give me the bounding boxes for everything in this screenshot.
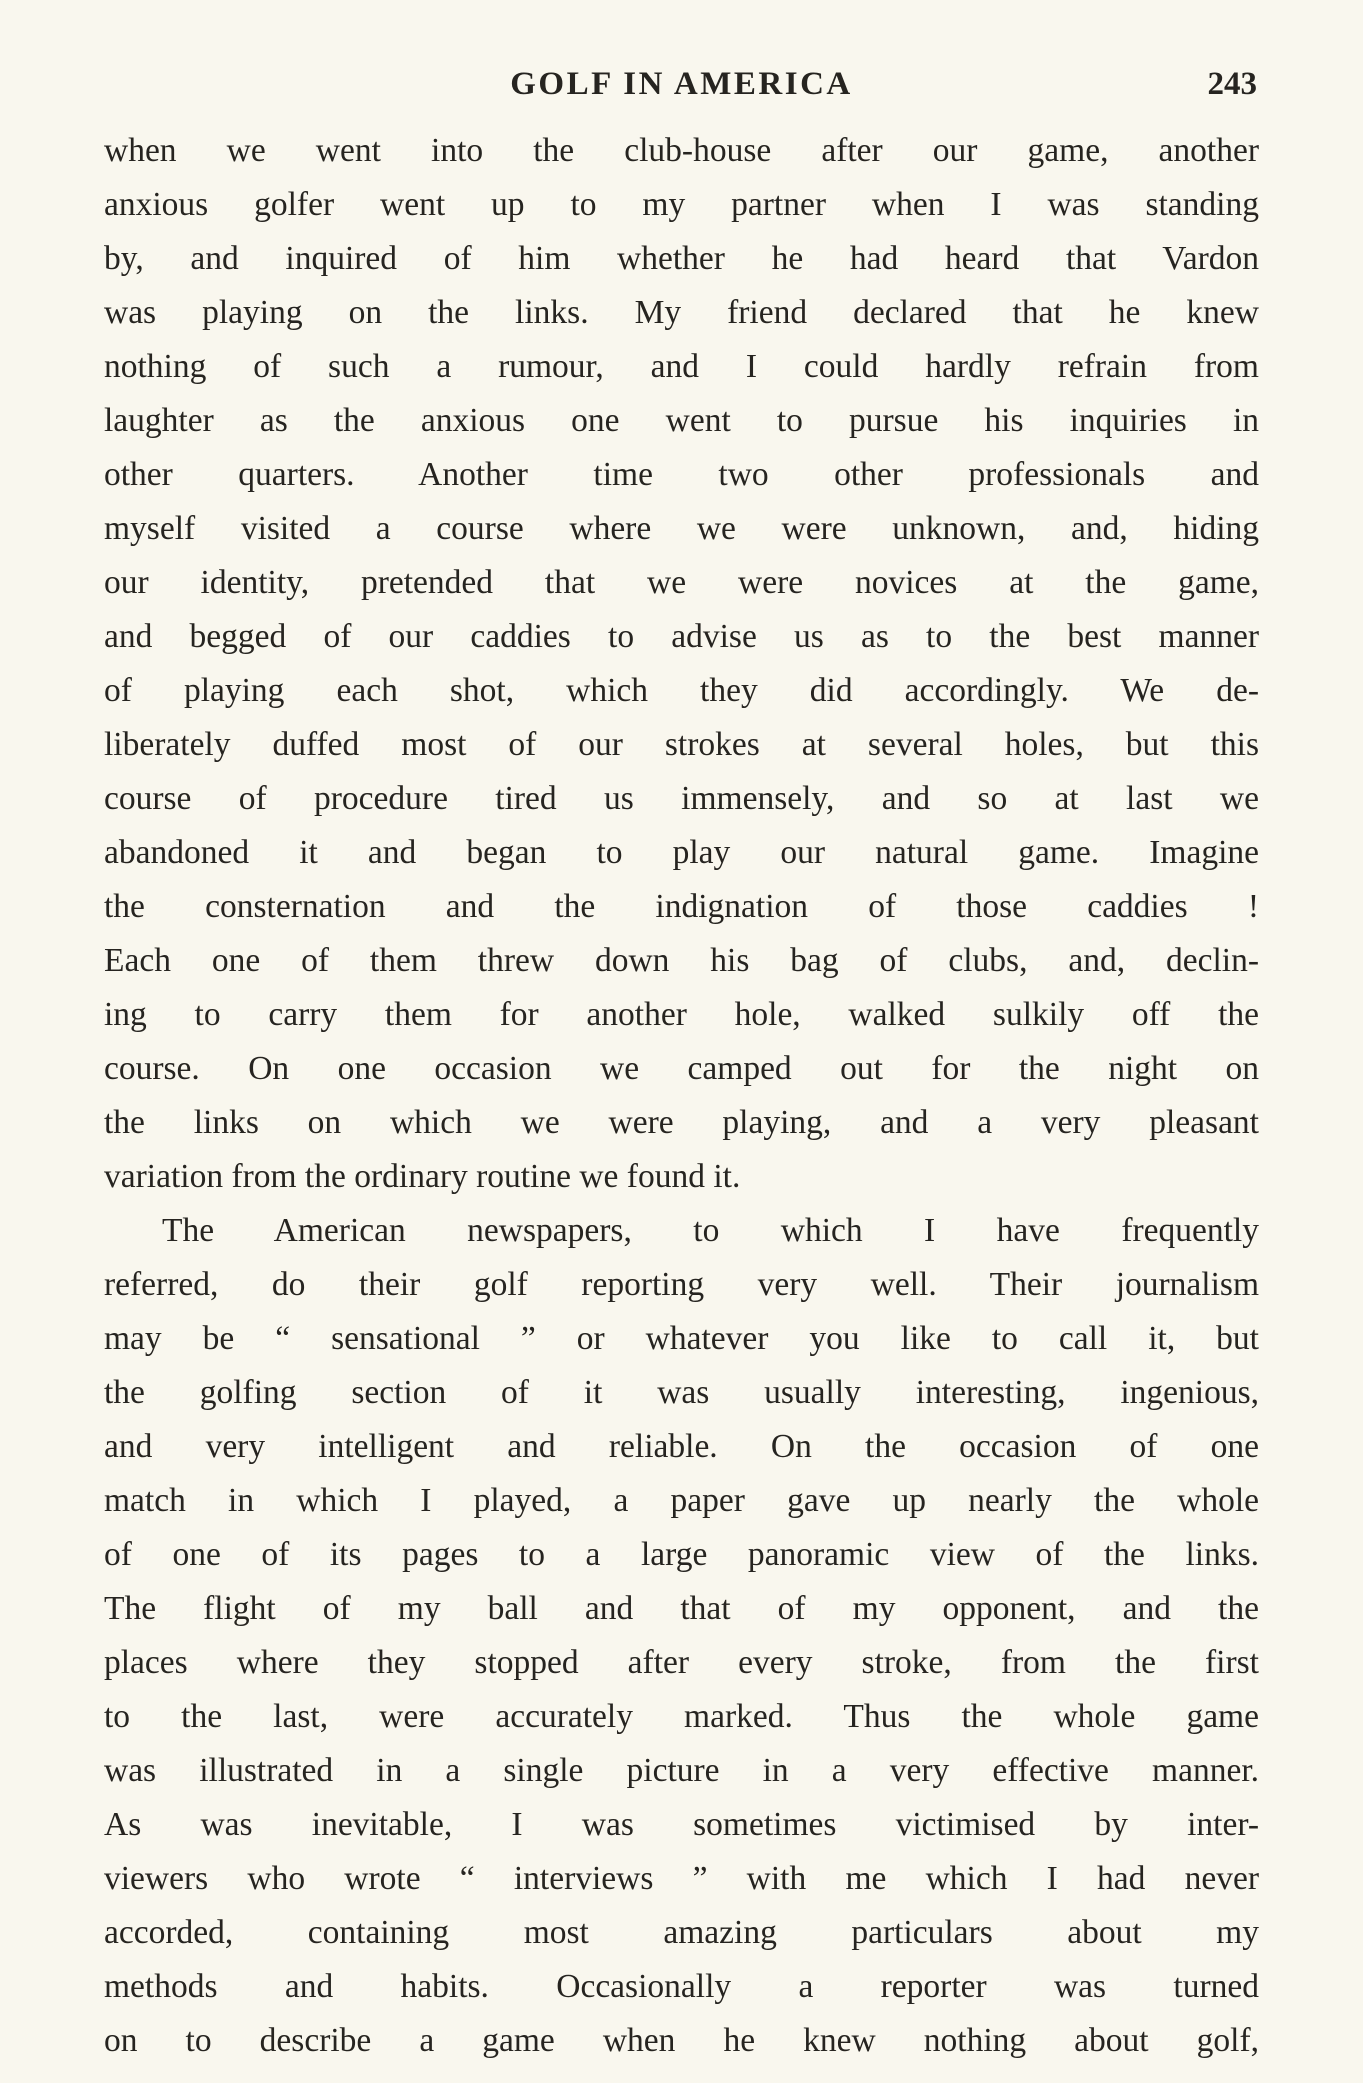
text-line: course. On one occasion we camped out for the night on: [104, 1050, 1259, 1087]
text-line: laughter as the anxious one went to pursue his inquiries in: [104, 402, 1259, 439]
text-line: As was inevitable, I was sometimes victimised by inter-: [104, 1806, 1259, 1843]
text-line: accorded, containing most amazing particulars about my: [104, 1914, 1259, 1951]
text-line: to the last, were accurately marked. Thus the whole game: [104, 1698, 1259, 1735]
text-line: on to describe a game when he knew nothing about golf,: [104, 2022, 1259, 2059]
text-line: methods and habits. Occasionally a reporter was turned: [104, 1968, 1259, 2005]
text-line: nothing of such a rumour, and I could hardly refrain from: [104, 348, 1259, 385]
page-number: 243: [1207, 66, 1257, 102]
text-line: course of procedure tired us immensely, and so at last we: [104, 780, 1259, 817]
text-line: ing to carry them for another hole, walked sulkily off the: [104, 996, 1259, 1033]
text-line: other quarters. Another time two other professionals and: [104, 456, 1259, 493]
text-line: liberately duffed most of our strokes at several holes, but this: [104, 726, 1259, 763]
running-header: [104, 58, 1259, 110]
text-line: variation from the ordinary routine we found it.: [104, 1158, 741, 1195]
text-line: of playing each shot, which they did accordingly. We de-: [104, 672, 1259, 709]
text-line: may be “ sensational ” or whatever you like to call it, but: [104, 1320, 1259, 1357]
text-line: the consternation and the indignation of those caddies !: [104, 888, 1259, 925]
text-line: places where they stopped after every stroke, from the first: [104, 1644, 1259, 1681]
text-line: was illustrated in a single picture in a very effective manner.: [104, 1752, 1259, 1789]
text-line: the golfing section of it was usually interesting, ingenious,: [104, 1374, 1259, 1411]
text-line: anxious golfer went up to my partner when I was standing: [104, 186, 1259, 223]
text-line: and very intelligent and reliable. On the occasion of one: [104, 1428, 1259, 1465]
text-line: the links on which we were playing, and a very pleasant: [104, 1104, 1259, 1141]
text-line: of one of its pages to a large panoramic view of the links.: [104, 1536, 1259, 1573]
text-line: match in which I played, a paper gave up nearly the whole: [104, 1482, 1259, 1519]
text-line: by, and inquired of him whether he had heard that Vardon: [104, 240, 1259, 277]
text-line: and begged of our caddies to advise us as to the best manner: [104, 618, 1259, 655]
paragraph: [104, 1204, 1259, 2068]
text-line: was playing on the links. My friend declared that he knew: [104, 294, 1259, 331]
text-line: abandoned it and began to play our natural game. Imagine: [104, 834, 1259, 871]
text-line: The flight of my ball and that of my opponent, and the: [104, 1590, 1259, 1627]
page-body: [104, 124, 1259, 2068]
text-line: The American newspapers, to which I have frequently: [162, 1212, 1259, 1249]
text-line: our identity, pretended that we were novices at the game,: [104, 564, 1259, 601]
page-title: GOLF IN AMERICA: [510, 66, 853, 102]
text-line: when we went into the club-house after our game, another: [104, 132, 1259, 169]
paragraph: [104, 124, 1259, 1204]
text-line: myself visited a course where we were unknown, and, hiding: [104, 510, 1259, 547]
text-line: viewers who wrote “ interviews ” with me which I had never: [104, 1860, 1259, 1897]
page-content: [104, 58, 1259, 2068]
text-line: Each one of them threw down his bag of clubs, and, declin-: [104, 942, 1259, 979]
text-line: referred, do their golf reporting very well. Their journalism: [104, 1266, 1259, 1303]
